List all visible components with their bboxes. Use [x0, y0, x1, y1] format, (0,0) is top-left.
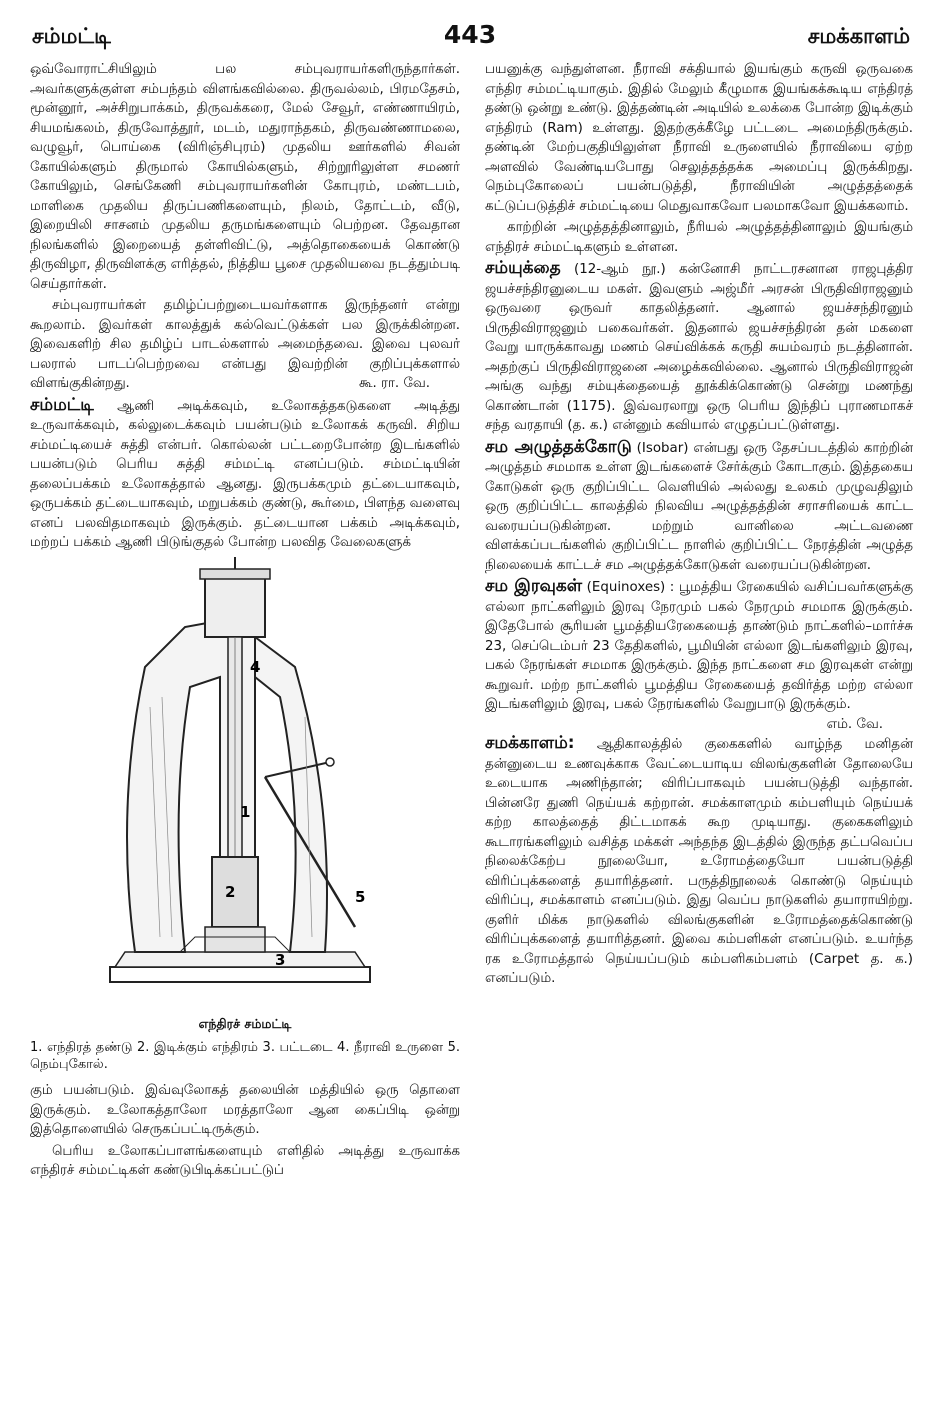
- entry-heading: சம இரவுகள்: [485, 576, 583, 596]
- author-signature: கூ. ரா. வே.: [359, 376, 430, 391]
- entry-samakkalam: [485, 734, 913, 989]
- figure-label-5: 5: [355, 887, 366, 906]
- paragraph: பெரிய உலோகப்பாளங்களையும் எளிதில் அடித்து உருவாக்க எந்திரச் சம்மட்டிகள் கண்டுபிடிக்கப்பட்டுப்: [30, 1143, 460, 1178]
- paragraph: [30, 296, 460, 394]
- entry-text: (Equinoxes) : பூமத்திய ரேகையில் வசிப்பவர்களுக்கு எல்லா நாட்களிலும் இரவு நேரமும் பகல் நேரமும் சமமாக இருக்கும். இதேபோல் சூரியன் பூமத்தியரேகையைத் தாண்டும் நாட்களில்–மார்ச்சு 23, செப்டெம்பர் 23 தேதிகளில், பூமியின் எல்லா இடங்களிலும் இரவு, பகல் நேரங்கள் சமமாக இருக்கும். இந்த நாட்களை சம இரவுகள் என்று கூறுவர். மற்ற நாட்களில் பூமத்திய ரேகையைத் தவிர்த்த மற்ற எல்லா இடங்களிலும் இரவு, பகல் நேரங்களில் வேறுபாடு இருக்கும்.: [485, 580, 914, 712]
- entry-sammatti: [30, 396, 460, 553]
- paragraph: ஒவ்வோராட்சியிலும் பல சம்புவராயர்களிருந்தார்கள். அவர்களுக்குள்ள சம்பந்தம் விளங்கவில்லை. திருவல்லம், பிரமதேசம், மூன்னூர், அச்சிறுபாக்கம், திருவக்கரை, மேல் சேவூர், எண்ணாயிரம், சியமங்கலம், திருவோத்தூர், மடம், மதுராந்தகம், திருவண்ணாமலை, வழுவூர், பொய்கை (விரிஞ்சிபுரம்) முதலிய ஊர்களில் சிவன் கோயில்களும் திருமால் கோயில்களும், சிற்றூரிலுள்ள சமணர் கோயிலும், செங்கேணி சம்புவராயர்களின் கோபுரம், மண்டபம், மாளிகை முதலிய திருப்பணிகளையும், நிலம், தோட்டம், வீடு, இறையிலி சாசனம் முதலிய தருமங்களையும் பெற்றன. தேவதான நிலங்களில் இறையைத் தள்ளிவிட்டு, அத்தொகையைக் கொண்டு திருவிழா, திருவிளக்கு எரித்தல், நித்திய பூசை முதலியவை நடத்தும்படி செய்தார்கள்.: [30, 62, 460, 292]
- entry-heading: சமக்காளம்:: [485, 733, 575, 753]
- entry-isobar: [485, 438, 913, 576]
- entry-heading: சம்மட்டி: [30, 394, 94, 415]
- entry-heading: சம்யுக்தை: [485, 258, 561, 278]
- header-right-word: சமக்காளம்: [807, 24, 910, 48]
- page-header: [24, 18, 916, 58]
- figure-label-3: 3: [275, 950, 286, 969]
- paragraph: கும் பயன்படும். இவ்வுலோகத் தலையின் மத்தியில் ஒரு தொளை இருக்கும். உலோகத்தாலோ மரத்தாலோ ஆன கைப்பிடி ஒன்று இத்தொளையில் செருகப்பட்டிருக்கும்.: [30, 1083, 460, 1137]
- figure-label-1: 1: [240, 802, 251, 821]
- figure-legend: 1. எந்திரத் தண்டு 2. இடிக்கும் எந்திரம் 3. பட்டடை 4. நீராவி உருளை 5. நெம்புகோல்.: [30, 1040, 460, 1072]
- figure-caption: எந்திரச் சம்மட்டி: [198, 1015, 292, 1031]
- figure-label-4: 4: [250, 657, 261, 676]
- right-column: [485, 60, 913, 991]
- entry-equinoxes: [485, 576, 914, 732]
- header-left-word: சம்மட்டி: [32, 24, 111, 48]
- entry-samyukthai: [485, 259, 913, 436]
- page-number: 443: [443, 20, 497, 49]
- paragraph-text: சம்புவராயர்கள் தமிழ்ப்பற்றுடையவர்களாக இருந்தனர் என்று கூறலாம். இவர்கள் காலத்துக் கல்வெட்டுக்கள் பல இருக்கின்றன. இவைகளிற் சில தமிழ்ப் பாடல்களால் அமைந்தவை. இவை புலவர் பலரால் பாடப்பெற்றவை என்பது இவற்றின் குறிப்புக்களால் விளங்குகின்றது.: [30, 298, 460, 391]
- entry-text: ஆதிகாலத்தில் குகைகளில் வாழ்ந்த மனிதன் தன்னுடைய உணவுக்காக வேட்டையாடிய விலங்குகளின் தோலையே உடையாக அணிந்தான்; விரிப்பாகவும் பயன்படுத்தி வந்தான். பின்னரே துணி நெய்யக் கற்றான். சமக்காளமும் கம்பளியும் நெய்யக் கற்ற காலத்தைத் திட்டமாகக் கூற முடியாது. குகைகளிலும் கூடாரங்களிலும் வசித்த மக்கள் அந்தந்த இடத்தில் இருந்த தட்பவெப்ப நிலைக்கேற்ப நூலையோ, உரோமத்தையோ பயன்படுத்தி விரிப்புக்களைத் தயாரித்தனர். பருத்திநூலைக் கொண்டு நெய்யும் விரிப்பு, சமக்காளம் எனப்படும். இது வெப்ப நாடுகளில் தயாராயிற்று. குளிர் மிக்க நாடுகளில் விலங்குகளின் உரோமத்தைக்கொண்டு விரிப்புக்களைத் தயாரித்தனர். இவை கம்பளிகள் எனப்படும். உயர்ந்த ரக உரோமத்தால் நெய்யப்படும் கம்பளிகம்பளம் (Carpet த. க.) எனப்படும்.: [485, 737, 913, 986]
- steam-hammer-illustration: [90, 557, 390, 997]
- paragraph: பயனுக்கு வந்துள்ளன. நீராவி சக்தியால் இயங்கும் கருவி ஒருவகை எந்திர சம்மட்டியாகும். இதில் மேலும் கீழுமாக இயங்கக்கூடிய எந்திரத் தண்டு ஒன்று உண்டு. இத்தண்டின் அடியில் உலக்கை போன்ற இடிக்கும் எந்திரம் (Ram) உள்ளது. இதற்குக்கீழே பட்டடை அமைந்திருக்கும். தண்டின் மேற்பகுதியிலுள்ள நீராவி உருளையில் நீராவியை ஏற்ற அளவில் வேண்டியபோது செலுத்தத்தக்க அமைப்பு இருக்கிறது. நெம்புகோலைப் பயன்படுத்தி, நீராவியின் அழுத்தத்தைக் கட்டுப்படுத்திச் சம்மட்டியை மெதுவாகவோ பலமாகவோ இயக்கலாம்.: [485, 62, 913, 214]
- left-column: [30, 60, 460, 1183]
- entry-heading: சம அழுத்தக்கோடு: [485, 436, 632, 457]
- paragraph: காற்றின் அழுத்தத்தினாலும், நீரியல் அழுத்தத்தினாலும் இயங்கும் எந்திரச் சம்மட்டிகளும் உள்ளன.: [485, 220, 913, 255]
- entry-text: (12-ஆம் நூ.) கன்னோசி நாட்டரசனான ராஜபுத்திர ஜயச்சந்திரனுடைய மகள். இவளும் அஜ்மீர் அரசன் பிருதிவிராஜனும் ஒருவரை ஒருவர் காதலித்தனர். ஆனால் ஜயச்சந்திரனும் பிருதிவிராஜனும் பகைவர்கள். இதனால் ஜயச்சந்திரன் தன் மகளை வேறு யாருக்காவது மணம் செய்விக்கக் கருதி சுயம்வரம் நடத்தினான். அதற்குப் பிருதிவிராஜனை அழைக்கவில்லை. ஆனால் பிருதிவிராஜன் அங்கு வந்து சம்யுக்தையைத் தூக்கிக்கொண்டு சென்று மணந்து கொண்டான் (1175). இவ்வரலாறு ஒரு பெரிய இந்திப் புராணமாகச் சந்த வரதாயி (த. க.) என்னும் கவியால் எழுதப்பட்டுள்ளது.: [485, 262, 913, 433]
- author-signature: எம். வே.: [826, 716, 883, 732]
- entry-text: ஆணி அடிக்கவும், உலோகத்தகடுகளை அடித்து உருவாக்கவும், கல்லுடைக்கவும் பயன்படும் உலோகக் கருவி. சிறிய சம்மட்டியைச் சுத்தி என்பர். கொல்லன் பட்டறைபோன்ற இடங்களில் பயன்படும் பெரிய சுத்தி சம்மட்டி எனப்படும். சம்மட்டியின் தலைப்பக்கம் உலோகத்தால் ஆனது. இருபக்கமும் தட்டையாகவும், ஒருபக்கம் தட்டையாகவும், மறுபக்கம் குண்டு, கூர்மை, பிளந்த வளைவு எனப் பலவிதமாகவும் இருக்கும். தட்டையான பக்கம் அடிக்கவும், மற்றப் பக்கம் ஆணி பிடுங்குதல் போன்ற பலவித வேலைகளுக்: [30, 398, 460, 550]
- steam-hammer-figure: [30, 557, 460, 1012]
- entry-text: (Isobar) என்பது ஒரு தேசப்படத்தில் காற்றின் அழுத்தம் சமமாக உள்ள இடங்களைச் சேர்க்கும் கோடாகும். இத்தகைய கோடுகள் ஒரு குறிப்பிட்ட வெளியில் அல்லது உலகம் முழுவதிலும் ஒரு குறிப்பிட்ட காலத்தில் நிலவிய அழுத்தத்தின் சராசரியைக் காட்ட வரையப்படுகின்றன. மற்றும் வானிலை அட்டவணை விளக்கப்படங்களில் குறிப்பிட்ட நாளில் குறிப்பிட்ட நேரத்தின் அழுத்த நிலையைக் காட்டச் சம அழுத்தக்கோடுகள் வரையப்படுகின்றன.: [485, 440, 913, 573]
- figure-label-2: 2: [225, 882, 236, 901]
